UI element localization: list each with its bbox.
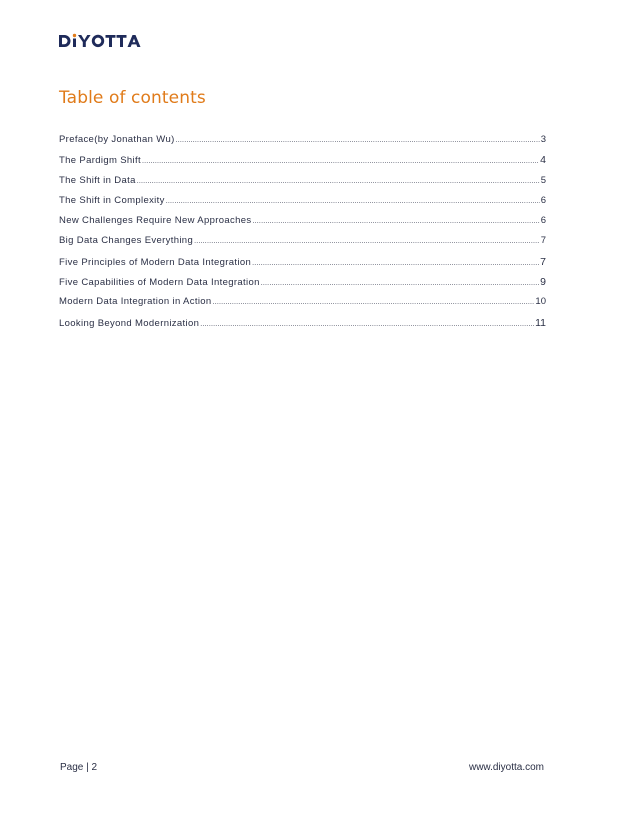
toc-entry-label: The Pardigm Shift (59, 155, 141, 167)
toc-leader-dots (213, 293, 535, 313)
toc-entry-beyond-modernization[interactable] (59, 313, 546, 333)
toc-leader-dots (252, 254, 539, 274)
toc-entry-label: Looking Beyond Modernization (59, 317, 200, 329)
toc-leader-dots (176, 131, 540, 151)
footer-website-link[interactable]: www.diyotta.com (468, 762, 544, 773)
toc-entry-page: 10 (535, 296, 546, 308)
toc-leader-dots (261, 274, 539, 294)
toc-entry-label: Five Principles of Modern Data Integration (59, 256, 252, 268)
toc-entry-label: New Challenges Require New Approaches (59, 215, 252, 227)
toc-entry-in-action[interactable] (59, 292, 546, 312)
toc-entry-new-challenges[interactable] (59, 211, 546, 231)
toc-entry-page: 4 (540, 154, 546, 167)
toc-list (59, 130, 546, 333)
toc-leader-dots (137, 172, 540, 192)
toc-entry-label: Modern Data Integration in Action (59, 296, 212, 308)
toc-leader-dots (194, 232, 540, 252)
toc-entry-five-principles[interactable] (59, 252, 546, 272)
toc-leader-dots (166, 192, 540, 212)
diyotta-logo (58, 33, 154, 49)
toc-title: Table of contents (59, 88, 206, 108)
toc-leader-dots (200, 315, 534, 335)
toc-entry-page: 5 (540, 174, 546, 186)
footer-page-number: Page | 2 (60, 762, 98, 773)
toc-entry-shift-in-data[interactable] (59, 171, 546, 191)
toc-entry-page: 7 (540, 235, 546, 247)
toc-entry-page: 9 (540, 276, 546, 289)
logo-dot-icon (73, 34, 76, 37)
toc-entry-preface[interactable] (59, 130, 546, 150)
toc-entry-label: Five Capabilities of Modern Data Integration (59, 277, 260, 289)
toc-entry-label: The Shift in Complexity (59, 194, 165, 206)
toc-leader-dots (142, 152, 539, 172)
toc-entry-label: Big Data Changes Everything (59, 235, 194, 247)
toc-leader-dots (253, 212, 540, 232)
toc-entry-label: Preface(by Jonathan Wu) (59, 134, 175, 145)
toc-entry-page: 7 (540, 255, 546, 268)
toc-entry-page: 3 (540, 134, 546, 145)
toc-entry-five-capabilities[interactable] (59, 272, 546, 292)
toc-entry-paradigm-shift[interactable] (59, 150, 546, 170)
toc-entry-shift-in-complexity[interactable] (59, 191, 546, 211)
toc-entry-page: 6 (540, 194, 546, 206)
toc-entry-page: 11 (535, 316, 546, 329)
toc-entry-page: 6 (540, 215, 546, 227)
toc-entry-big-data[interactable] (59, 231, 546, 251)
toc-entry-label: The Shift in Data (59, 174, 136, 186)
